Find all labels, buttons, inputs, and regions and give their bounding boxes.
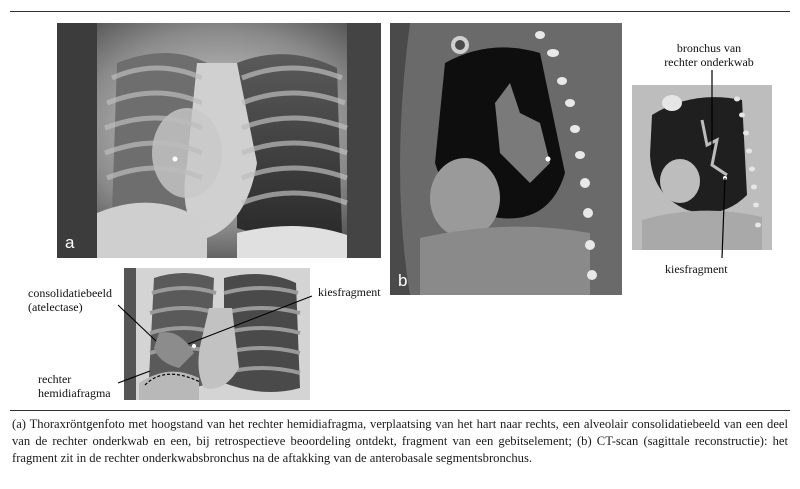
- annotation-kiesfragment-ct: kiesfragment: [665, 262, 728, 276]
- caption-rule: [10, 410, 790, 411]
- annotation-consolidation: consolidatiebeeld (atelectase): [28, 286, 112, 314]
- panel-a-label: a: [65, 233, 75, 252]
- panel-b-label: b: [398, 271, 408, 290]
- annotation-bronchus: bronchus van rechter onderkwab: [664, 41, 754, 69]
- figure-caption: (a) Thoraxröntgenfoto met hoogstand van het rechter hemidiafragma, verplaatsing van het hart naar rechts, een alveolair consolidatiebeeld van een deel van de rechter onderkwab en een, bij retrospectieve beoordeling ontdekt, fragment van een gebitselement; (b) CT-scan (sagittale reconstructie): het fragment zit in de rechter onderkwabsbronchus na de aftakking van de anterobasale segmentsbronchus.: [12, 417, 788, 465]
- annotation-diaphragm: rechter hemidiafragma: [38, 372, 111, 400]
- annotation-kiesfragment-xray: kiesfragment: [318, 285, 381, 299]
